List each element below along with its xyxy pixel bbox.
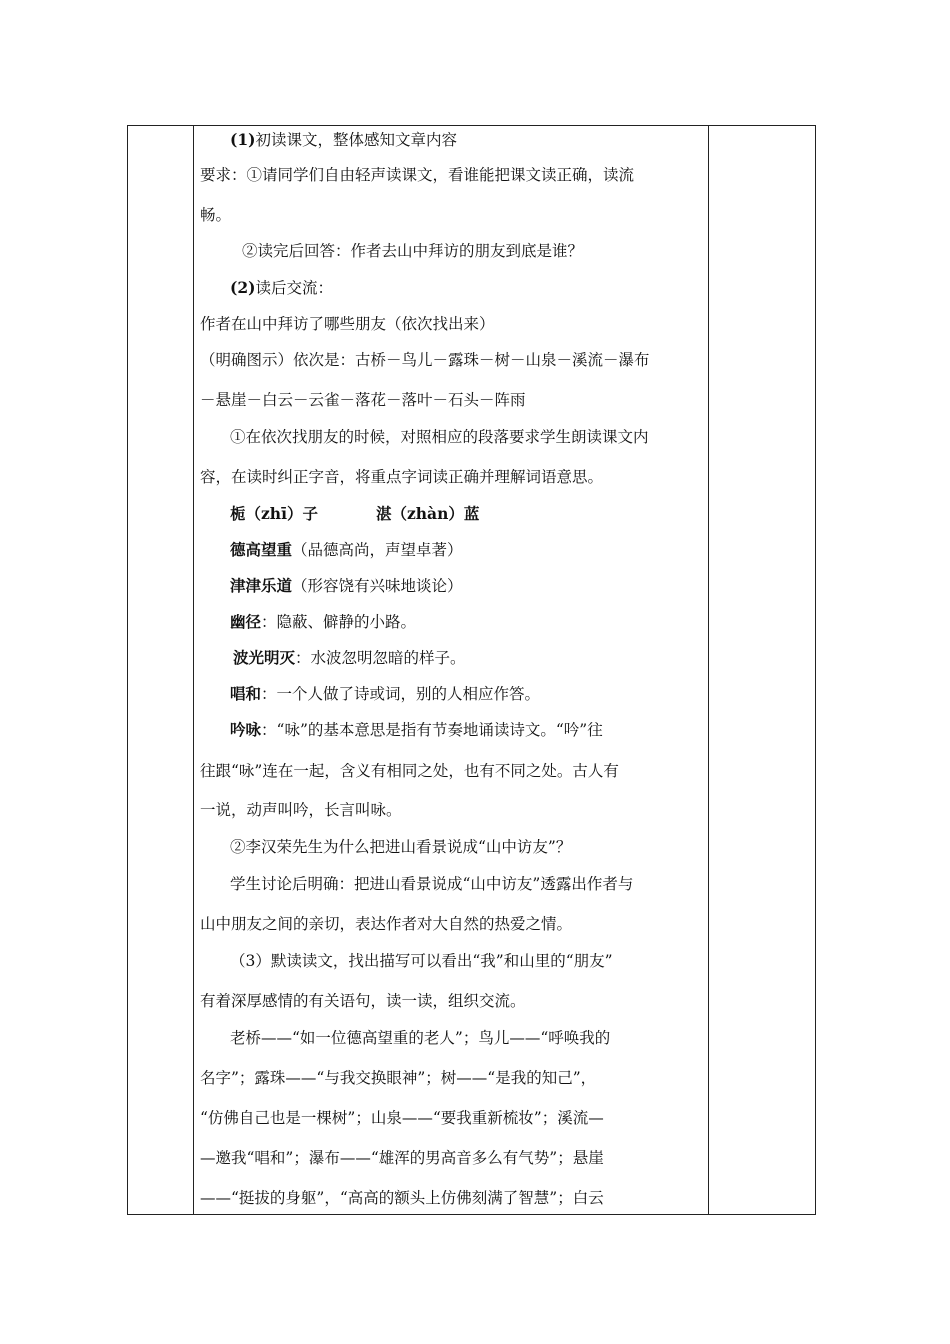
body-line: 学生讨论后明确：把进山看景说成“山中访友”透露出作者与 bbox=[230, 875, 634, 893]
body-line: （明确图示）依次是：古桥－鸟儿－露珠－树－山泉－溪流－瀑布 bbox=[200, 351, 650, 369]
body-line: 往跟“咏”连在一起，含义有相同之处，也有不同之处。古人有 bbox=[200, 762, 619, 780]
column-divider-right bbox=[708, 126, 709, 1214]
vocab-line: 德高望重（品德高尚，声望卓著） bbox=[230, 540, 463, 559]
body-line: 名字”；露珠——“与我交换眼神”；树——“是我的知己”， bbox=[200, 1069, 597, 1087]
body-line: 有着深厚感情的有关语句，读一读，组织交流。 bbox=[200, 992, 526, 1010]
body-line: 容，在读时纠正字音，将重点字词读正确并理解词语意思。 bbox=[200, 468, 604, 486]
question-line: ②李汉荣先生为什么把进山看景说成“山中访友”？ bbox=[230, 838, 572, 856]
requirement-line: 畅。 bbox=[200, 206, 232, 224]
body-line: ①在依次找朋友的时候，对照相应的段落要求学生朗读课文内 bbox=[230, 428, 649, 446]
step-3-heading: （3）默读读文，找出描写可以看出“我”和山里的“朋友” bbox=[230, 952, 613, 970]
step-2-heading: (2)读后交流： bbox=[230, 278, 333, 297]
body-line: 山中朋友之间的亲切，表达作者对大自然的热爱之情。 bbox=[200, 915, 573, 933]
requirement-line: ②读完后回答：作者去山中拜访的朋友到底是谁？ bbox=[242, 242, 584, 260]
vocab-line: 唱和：一个人做了诗或词，别的人相应作答。 bbox=[230, 684, 541, 703]
body-line: 一说，动声叫吟，长言叫咏。 bbox=[200, 801, 402, 819]
body-line: 作者在山中拜访了哪些朋友（依次找出来） bbox=[200, 315, 495, 333]
vocab-line: 津津乐道（形容饶有兴味地谈论） bbox=[230, 576, 463, 595]
body-line: －悬崖－白云－云雀－落花－落叶－石头－阵雨 bbox=[200, 391, 526, 409]
step-1-heading: (1)初读课文，整体感知文章内容 bbox=[230, 130, 457, 149]
body-line: ——“挺拔的身躯”，“高高的额头上仿佛刻满了智慧”；白云 bbox=[200, 1189, 604, 1207]
vocab-line: 波光明灭：水波忽明忽暗的样子。 bbox=[233, 648, 466, 667]
body-line: —邀我“唱和”；瀑布——“雄浑的男高音多么有气势”；悬崖 bbox=[200, 1149, 604, 1167]
vocab-line: 吟咏：“咏”的基本意思是指有节奏地诵读诗文。“吟”往 bbox=[230, 720, 603, 739]
body-line: “仿佛自己也是一棵树”；山泉——“要我重新梳妆”；溪流— bbox=[200, 1109, 604, 1127]
pinyin-words: 栀（zhī）子 湛（zhàn）蓝 bbox=[230, 504, 480, 523]
body-line: 老桥——“如一位德高望重的老人”；鸟儿——“呼唤我的 bbox=[230, 1029, 611, 1047]
column-divider-left bbox=[193, 126, 194, 1214]
requirement-line: 要求：①请同学们自由轻声读课文，看谁能把课文读正确，读流 bbox=[200, 166, 635, 184]
vocab-line: 幽径：隐蔽、僻静的小路。 bbox=[230, 612, 417, 631]
